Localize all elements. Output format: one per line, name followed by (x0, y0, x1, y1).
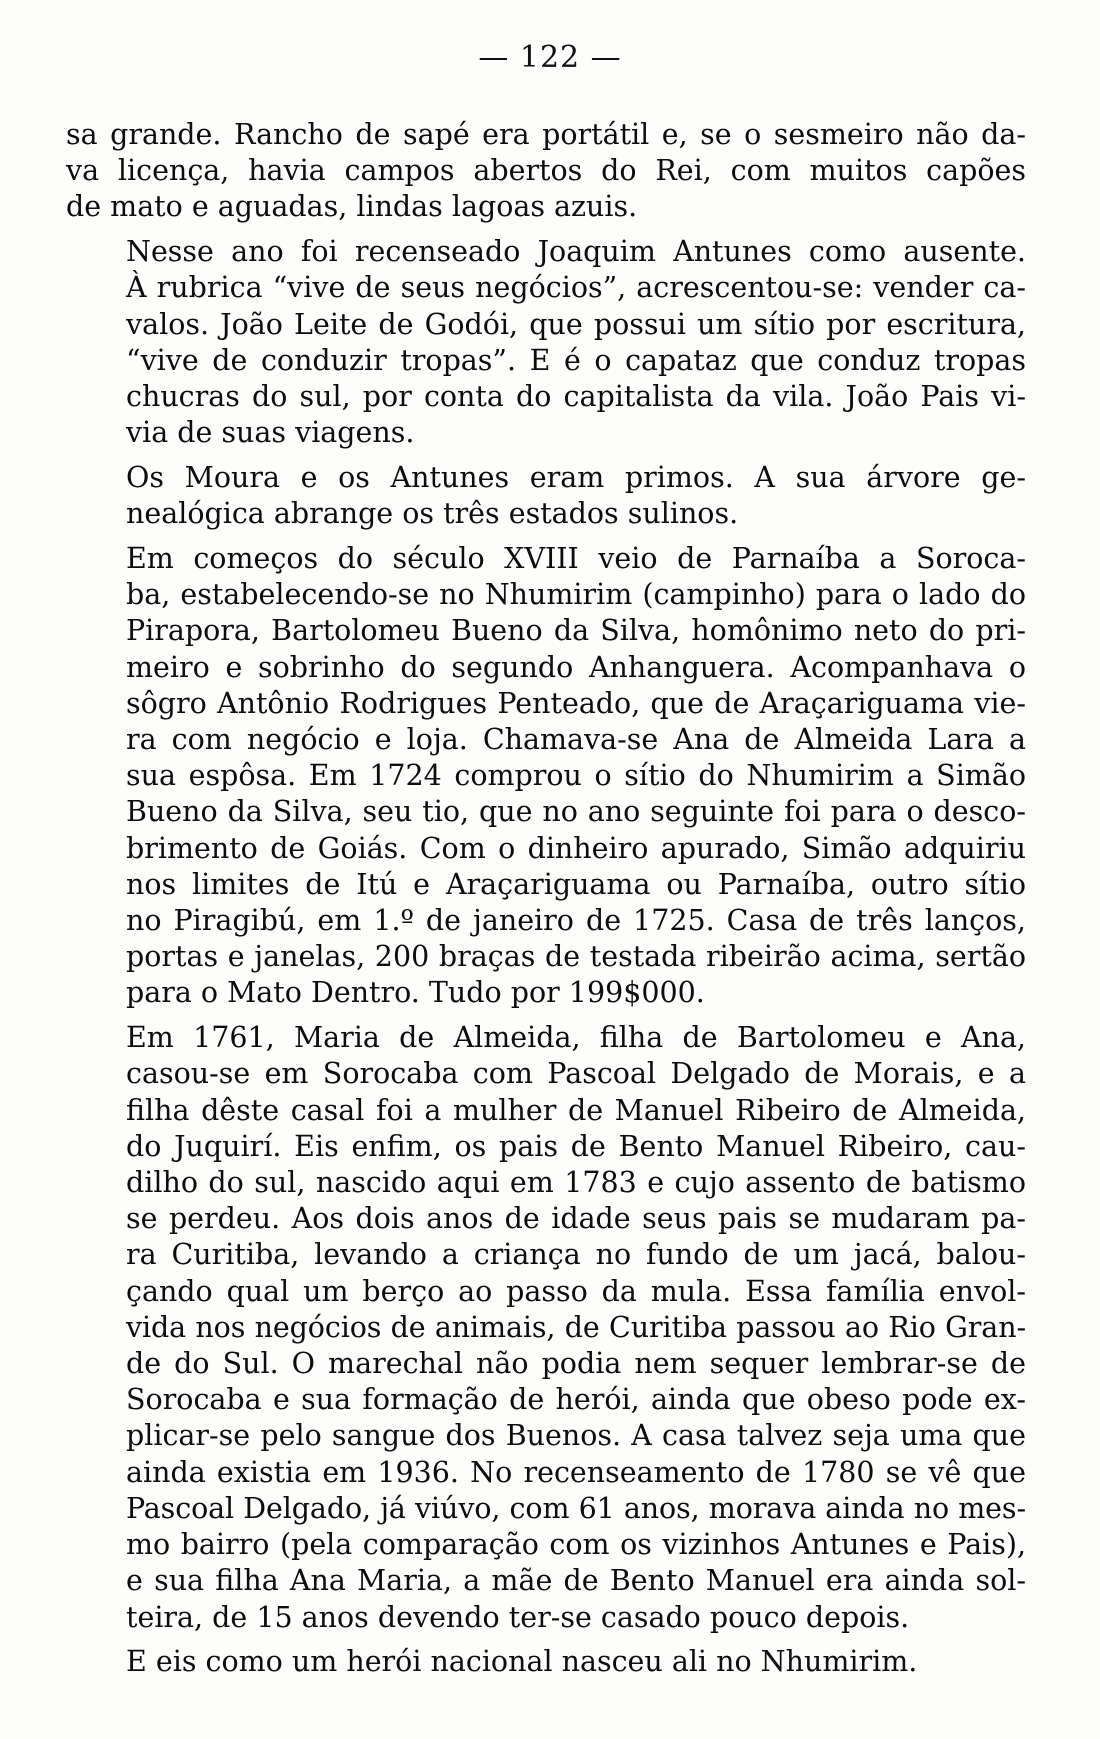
page-number: — 122 — (478, 40, 622, 75)
text-line: sua espôsa. Em 1724 comprou o sítio do Nhumirim a Simão (126, 759, 1026, 793)
text-line: de mato e aguadas, lindas lagoas azuis. (66, 190, 638, 224)
text-line: Pascoal Delgado, já viúvo, com 61 anos, morava ainda no mes- (126, 1491, 1026, 1525)
text-line: valos. João Leite de Godói, que possui um sítio por escritura, (126, 307, 1026, 341)
text-line: teira, de 15 anos devendo ter-se casado pouco depois. (126, 1600, 910, 1634)
text-line: sôgro Antônio Rodrigues Penteado, que de Araçariguama vie- (126, 686, 1026, 720)
text-line: se perdeu. Aos dois anos de idade seus pais se mudaram pa- (126, 1202, 1026, 1236)
text-line: casou-se em Sorocaba com Pascoal Delgado de Morais, e a (126, 1057, 1026, 1091)
text-line: e sua filha Ana Maria, a mãe de Bento Manuel era ainda sol- (126, 1564, 1026, 1598)
text-line: de do Sul. O marechal não podia nem sequer lembrar-se de (126, 1347, 1026, 1381)
text-line: À rubrica “vive de seus negócios”, acrescentou-se: vender ca- (126, 271, 1026, 305)
text-line: Bueno da Silva, seu tio, que no ano seguinte foi para o desco- (126, 795, 1026, 829)
paragraph (66, 541, 1026, 1012)
text-line: ra com negócio e loja. Chamava-se Ana de Almeida Lara a (126, 723, 1026, 757)
text-line: “vive de conduzir tropas”. E é o capataz que conduz tropas (126, 343, 1026, 377)
text-line: via de suas viagens. (126, 416, 415, 450)
text-line: nealógica abrange os três estados sulinos. (126, 497, 739, 531)
paragraph (66, 1644, 1026, 1680)
text-line: Pirapora, Bartolomeu Bueno da Silva, homônimo neto do pri- (126, 614, 1026, 648)
text-line: plicar-se pelo sangue dos Buenos. A casa talvez seja uma que (126, 1419, 1026, 1453)
text-line: dilho do sul, nascido aqui em 1783 e cujo assento de batismo (126, 1166, 1026, 1200)
text-line: çando qual um berço ao passo da mula. Essa família envol- (126, 1274, 1026, 1308)
text-line: filha dêste casal foi a mulher de Manuel Ribeiro de Almeida, (126, 1093, 1026, 1127)
text-line: chucras do sul, por conta do capitalista da vila. João Pais vi- (126, 380, 1026, 414)
text-line: mo bairro (pela comparação com os vizinhos Antunes e Pais), (126, 1528, 1026, 1562)
text-line: Os Moura e os Antunes eram primos. A sua árvore ge- (126, 461, 1026, 495)
text-line: nos limites de Itú e Araçariguama ou Parnaíba, outro sítio (126, 867, 1026, 901)
text-line: meiro e sobrinho do segundo Anhanguera. Acompanhava o (126, 650, 1026, 684)
text-line: ainda existia em 1936. No recenseamento de 1780 se vê que (126, 1455, 1026, 1489)
text-line: portas e janelas, 200 braças de testada ribeirão acima, sertão (126, 940, 1026, 974)
text-line: vida nos negócios de animais, de Curitiba passou ao Rio Gran- (126, 1310, 1026, 1344)
paragraph (66, 460, 1026, 532)
text-line: sa grande. Rancho de sapé era portátil e, se o sesmeiro não da- (66, 118, 1026, 151)
text-line: Em começos do século XVIII veio de Parnaíba a Soroca- (126, 542, 1026, 576)
text-line: brimento de Goiás. Com o dinheiro apurado, Simão adquiriu (126, 831, 1026, 865)
text-line: E eis como um herói nacional nasceu ali no Nhumirim. (126, 1645, 918, 1679)
text-line: Em 1761, Maria de Almeida, filha de Bartolomeu e Ana, (126, 1021, 1026, 1055)
text-line: no Piragibú, em 1.º de janeiro de 1725. Casa de três lanços, (126, 904, 1026, 938)
body-text (66, 117, 1026, 1689)
text-line: do Juquirí. Eis enfim, os pais de Bento Manuel Ribeiro, cau- (126, 1129, 1026, 1163)
paragraph (66, 234, 1026, 451)
paragraph (66, 1020, 1026, 1635)
text-line: Nesse ano foi recenseado Joaquim Antunes como ausente. (126, 235, 1026, 269)
text-line: ba, estabelecendo-se no Nhumirim (campinho) para o lado do (126, 578, 1026, 612)
text-line: para o Mato Dentro. Tudo por 199$000. (126, 976, 705, 1010)
text-line: va licença, havia campos abertos do Rei, com muitos capões (66, 154, 1026, 188)
text-line: ra Curitiba, levando a criança no fundo de um jacá, balou- (126, 1238, 1026, 1272)
text-line: Sorocaba e sua formação de herói, ainda que obeso pode ex- (126, 1383, 1026, 1417)
paragraph (66, 117, 1026, 226)
